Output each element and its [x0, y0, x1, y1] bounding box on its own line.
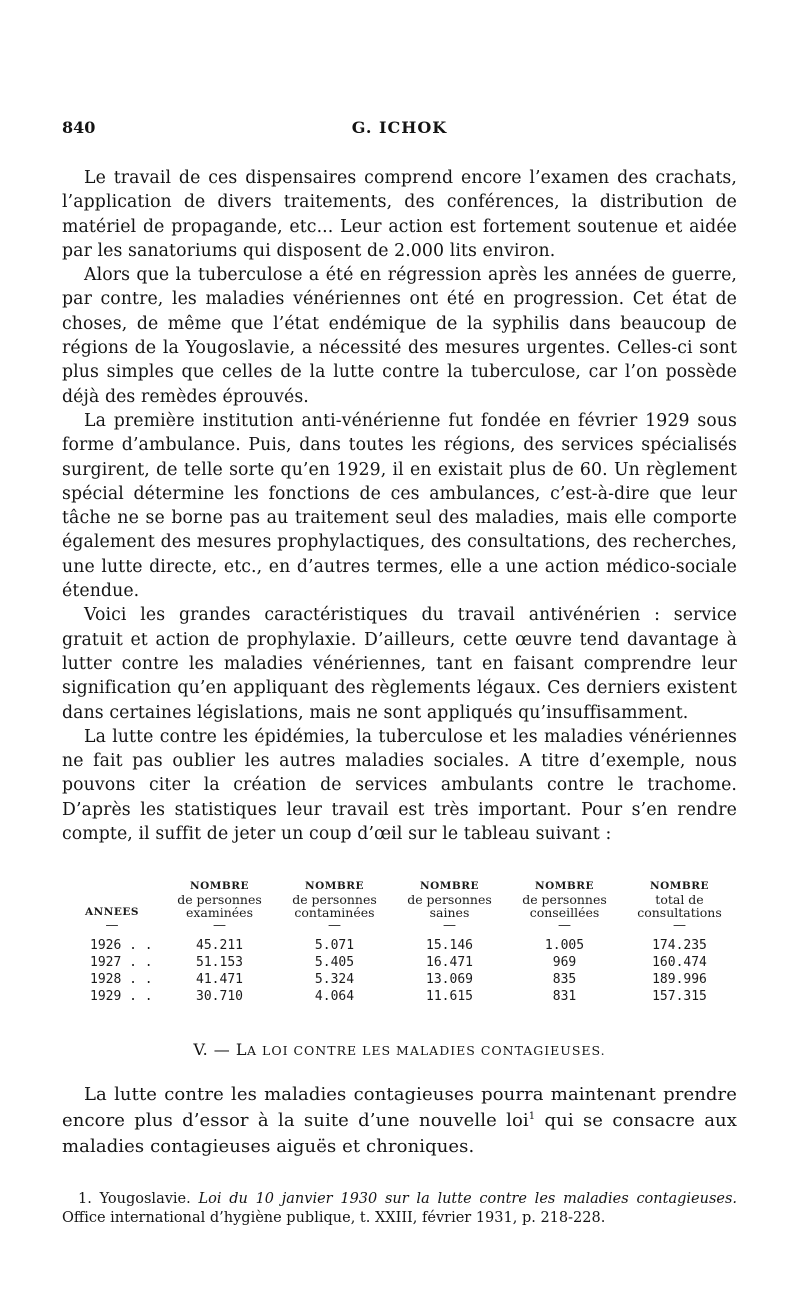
table-header-row — [62, 878, 737, 919]
trachoma-statistics-table — [62, 878, 737, 1005]
cell-year: 1929 . . — [90, 989, 153, 1004]
table-dash-row: — — — — — — — [105, 918, 686, 933]
column-header-years: ANNEES — [85, 906, 139, 918]
paragraph: La lutte contre les maladies contagieuses pourra maintenant prendre encore plus d’essor à la suite d’une nouvelle loi$^1$ qui se consacre aux maladies contagieuses aiguës et chroniques. — [62, 1084, 737, 1157]
paragraph: Alors que la tuberculose a été en régression après les années de guerre, par contre, les maladies vénériennes ont été en progression. Cet état de choses, de même que l’état endémique de la syphilis dans beaucoup de régions de la Yougoslavie, a nécessité des mesures urgentes. Celles-ci sont plus simples que celles de la lutte contre la tuberculose, car l’on possède déjà des remèdes éprouvés. — [62, 265, 737, 407]
cell-healthy: 13.069 — [426, 972, 473, 987]
section-title-initial: L — [235, 1040, 248, 1059]
column-header-consultations: NOMBRE total de consultations — [637, 880, 722, 920]
section-title-text: A LOI CONTRE LES MALADIES CONTAGIEUSES. — [247, 1043, 606, 1058]
paragraph: Voici les grandes caractéristiques du travail antivénérien : service gratuit et action de prophylaxie. D’ailleurs, cette œuvre tend davantage à lutter contre les maladies vénériennes, tant en faisant comprendre leur signification qu’en appliquant des règlements légaux. Ces derniers existent dans certaines législations, mais ne sont appliqués qu’insuffisamment. — [62, 605, 737, 723]
footnote-source: Office international d’hygiène publique, t. XXIII, février 1931, p. 218-228. — [62, 1210, 606, 1226]
paragraph: La lutte contre les épidémies, la tuberculose et les maladies vénériennes ne fait pas oublier les autres maladies sociales. A titre d’exemple, nous pouvons citer la création de services ambulants contre le trachome. D’après les statistiques leur travail est très important. Pour s’en rendre compte, il suffit de jeter un coup d’œil sur le tableau suivant : — [62, 726, 737, 845]
cell-healthy: 11.615 — [426, 989, 473, 1004]
cell-healthy: 16.471 — [426, 955, 473, 970]
cell-contaminated: 5.324 — [314, 972, 355, 987]
page-number: 840 — [62, 118, 96, 137]
cell-examined: 41.471 — [196, 972, 243, 987]
cell-year: 1928 . . — [90, 972, 153, 987]
cell-consultations: 157.315 — [652, 989, 707, 1004]
column-header-contaminated: NOMBRE de personnes contaminées — [292, 880, 377, 920]
cell-contaminated: 5.405 — [314, 955, 355, 970]
cell-examined: 30.710 — [196, 989, 243, 1004]
cell-advised: 1.005 — [544, 938, 585, 953]
body-text — [62, 166, 737, 846]
cell-consultations: 174.235 — [652, 938, 707, 953]
cell-contaminated: 5.071 — [314, 938, 355, 953]
table-row — [62, 988, 737, 1005]
footnote-marker: 1. — [78, 1191, 92, 1207]
cell-advised: 835 — [552, 972, 577, 987]
cell-advised: 831 — [552, 989, 577, 1004]
cell-year: 1927 . . — [90, 955, 153, 970]
table-row — [62, 937, 737, 954]
section-body — [62, 1082, 737, 1160]
column-header-advised: NOMBRE de personnes conseillées — [522, 880, 607, 920]
cell-consultations: 189.996 — [652, 972, 707, 987]
cell-examined: 51.153 — [196, 955, 243, 970]
cell-advised: 969 — [552, 955, 577, 970]
table-row — [62, 971, 737, 988]
section-number: V. — — [193, 1040, 231, 1059]
cell-examined: 45.211 — [196, 938, 243, 953]
footnote-title: Loi du 10 janvier 1930 sur la lutte contre les maladies contagieuses. — [198, 1191, 738, 1207]
table-row — [62, 954, 737, 971]
paragraph: La première institution anti-vénérienne fut fondée en février 1929 sous forme d’ambulance. Puis, dans toutes les régions, des services spécialisés surgirent, de telle sorte qu’en 1929, il en existait plus de 60. Un règlement spécial détermine les fonctions de ces ambulances, c’est-à-dire que leur tâche ne se borne pas au traitement seul des maladies, mais elle comporte également des mesures prophylactiques, des consultations, des recherches, une lutte directe, etc., en d’autres termes, elle a une action médico-sociale étendue. — [62, 410, 737, 602]
running-head: G. ICHOK — [351, 118, 448, 137]
cell-contaminated: 4.064 — [314, 989, 355, 1004]
cell-year: 1926 . . — [90, 938, 153, 953]
cell-consultations: 160.474 — [652, 955, 707, 970]
footnote-country: Yougoslavie. — [99, 1191, 191, 1207]
footnote-reference[interactable]: 1 — [528, 1111, 536, 1122]
page-header — [62, 118, 737, 142]
paragraph: Le travail de ces dispensaires comprend encore l’examen des crachats, l’application de divers traitements, des conférences, la distribution de matériel de propagande, etc... Leur action est fortement soutenue et aidée par les sanatoriums qui disposent de 2.000 lits environ. — [62, 168, 737, 261]
column-header-examined: NOMBRE de personnes examinées — [177, 880, 262, 920]
section-heading — [62, 1040, 737, 1059]
column-header-healthy: NOMBRE de personnes saines — [407, 880, 492, 920]
footnote — [62, 1190, 737, 1228]
cell-healthy: 15.146 — [426, 938, 473, 953]
